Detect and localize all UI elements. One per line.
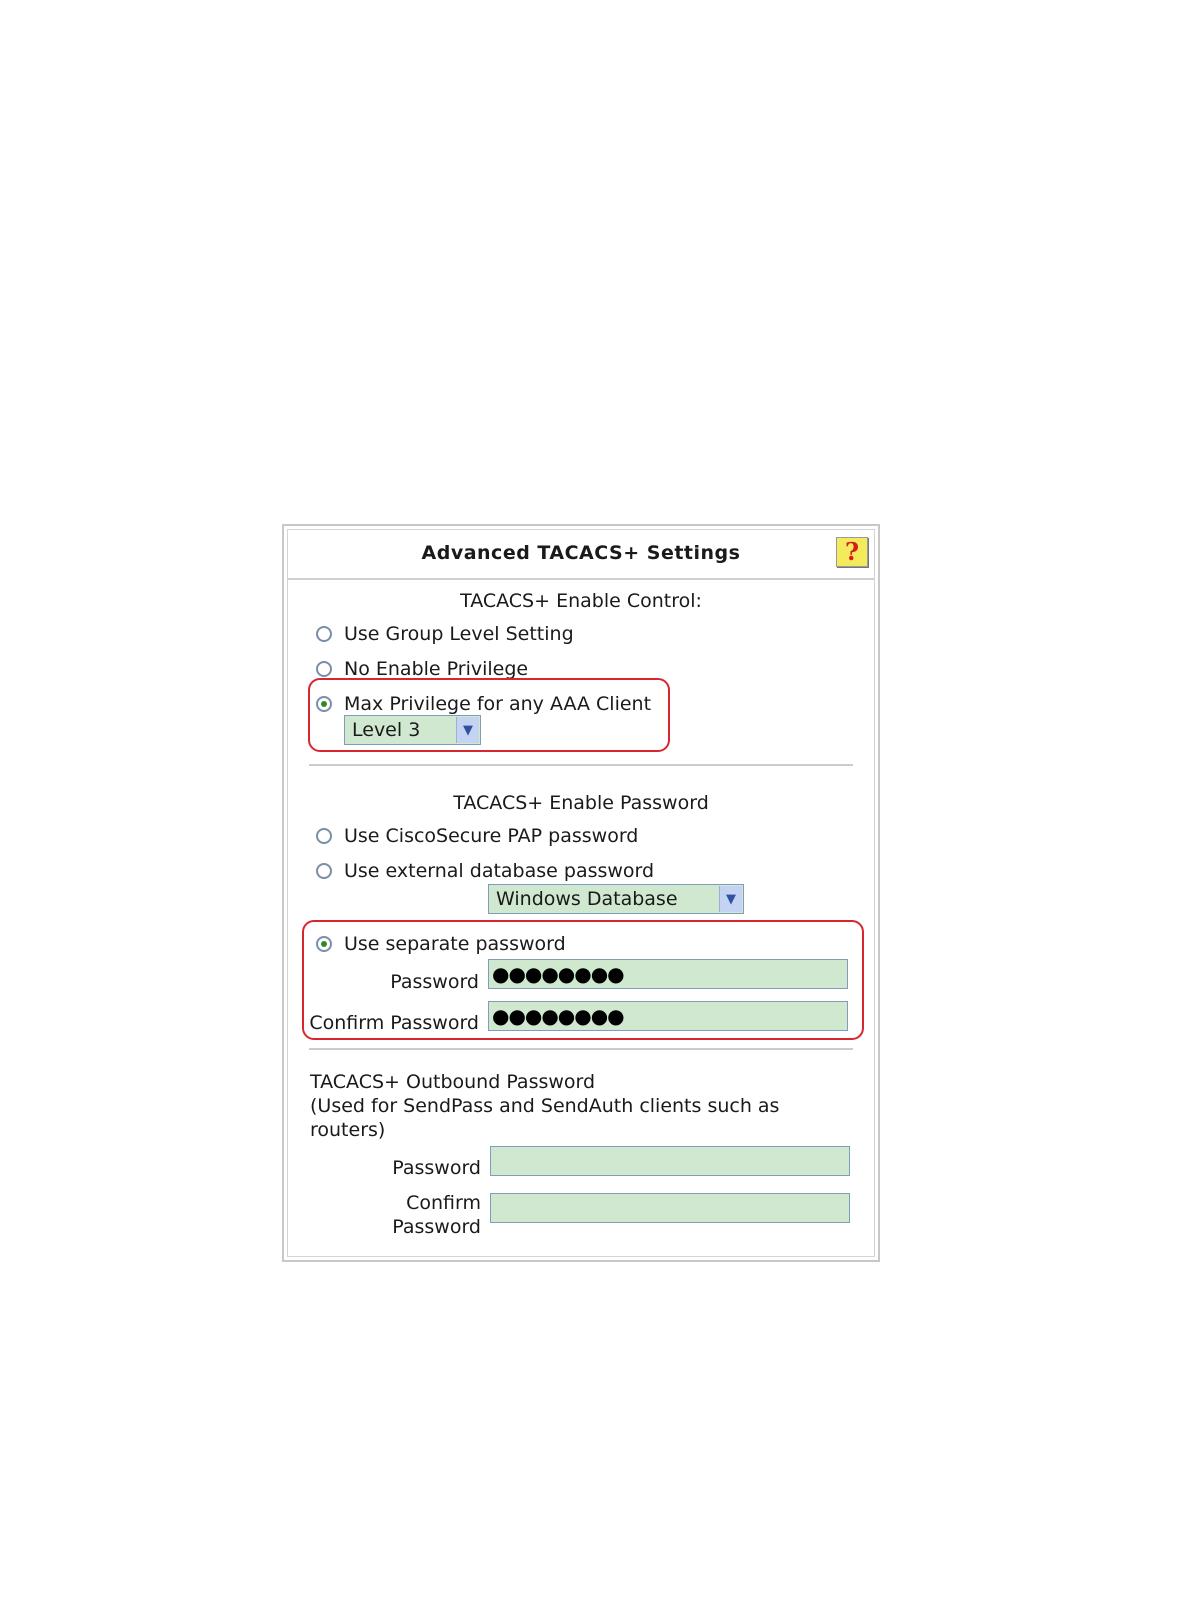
privilege-level-select[interactable] — [344, 715, 481, 745]
chevron-down-icon[interactable]: ▼ — [456, 717, 479, 743]
radio-button-checked[interactable] — [316, 936, 332, 952]
outbound-password-input[interactable] — [490, 1146, 850, 1176]
radio-button[interactable] — [316, 863, 332, 879]
external-database-value: Windows Database — [496, 888, 678, 910]
outbound-password-note-cont: routers) — [310, 1119, 386, 1141]
radio-button-checked[interactable] — [316, 696, 332, 712]
advanced-tacacs-settings-panel — [282, 524, 880, 1262]
radio-label: Use Group Level Setting — [344, 623, 574, 645]
radio-no-enable-privilege[interactable] — [316, 658, 528, 680]
enable-control-title: TACACS+ Enable Control: — [460, 590, 702, 612]
radio-label: Max Privilege for any AAA Client — [344, 693, 652, 715]
radio-label: Use CiscoSecure PAP password — [344, 825, 639, 847]
separate-confirm-password-label: Confirm Password — [309, 1012, 479, 1034]
help-button[interactable] — [836, 537, 868, 567]
question-mark-icon: ? — [844, 537, 860, 566]
section-divider — [309, 1048, 853, 1050]
section-divider — [309, 764, 853, 766]
separate-confirm-password-input[interactable]: ●●●●●●●● — [488, 1001, 848, 1031]
privilege-level-value: Level 3 — [352, 719, 421, 741]
outbound-confirm-label-line1: Confirm — [406, 1192, 481, 1214]
panel-inner — [287, 529, 875, 1257]
radio-label: Use separate password — [344, 933, 566, 955]
separate-password-label: Password — [390, 971, 479, 993]
radio-separate-password[interactable] — [316, 933, 566, 955]
radio-label: Use external database password — [344, 860, 655, 882]
radio-button[interactable] — [316, 661, 332, 677]
radio-label: No Enable Privilege — [344, 658, 529, 680]
external-database-select[interactable] — [488, 884, 744, 914]
outbound-password-title: TACACS+ Outbound Password — [310, 1071, 596, 1093]
outbound-confirm-password-input[interactable] — [490, 1193, 850, 1223]
radio-external-database[interactable] — [316, 860, 654, 882]
radio-use-group-level[interactable] — [316, 623, 574, 645]
radio-ciscosecure-pap[interactable] — [316, 825, 638, 847]
radio-button[interactable] — [316, 828, 332, 844]
outbound-password-note: (Used for SendPass and SendAuth clients such as — [310, 1095, 780, 1117]
chevron-down-icon[interactable]: ▼ — [719, 886, 742, 912]
separate-password-input[interactable]: ●●●●●●●● — [488, 959, 848, 989]
radio-max-privilege[interactable] — [316, 693, 651, 715]
outbound-confirm-label-line2: Password — [392, 1216, 481, 1238]
panel-header — [288, 530, 874, 580]
panel-title: Advanced TACACS+ Settings — [421, 542, 741, 564]
radio-button[interactable] — [316, 626, 332, 642]
outbound-password-label: Password — [392, 1157, 481, 1179]
enable-password-title: TACACS+ Enable Password — [453, 792, 709, 814]
